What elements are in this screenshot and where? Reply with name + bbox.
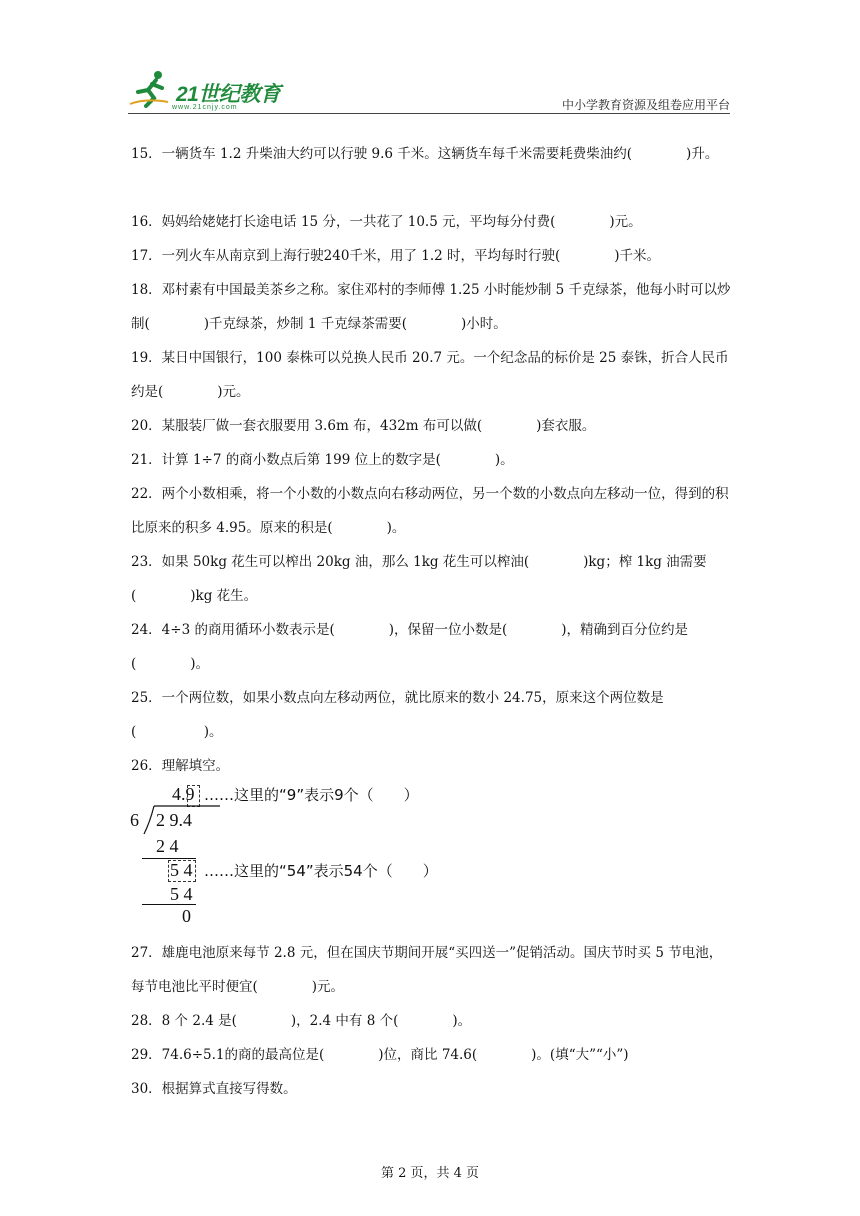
question-25: 25．一个两位数，如果小数点向左移动两位，就比原来的数小 24.75，原来这个两位数是( )。 — [131, 690, 664, 740]
question-24: 24．4÷3 的商用循环小数表示是( )，保留一位小数是( )，精确到百分位约是( )。 — [131, 622, 689, 672]
question-20: 20．某服装厂做一套衣服要用 3.6m 布，432m 布可以做( )套衣服。 — [131, 418, 596, 434]
note-54: ……这里的“54”表示54个（ ） — [204, 862, 438, 880]
question-29: 29．74.6÷5.1的商的最高位是( )位，商比 74.6( )。(填“大”“小”) — [131, 1047, 629, 1063]
page-header — [128, 64, 730, 114]
question-17: 17．一列火车从南京到上海行驶240千米，用了 1.2 时，平均每时行驶( )千米。 — [131, 248, 661, 264]
remainder: 0 — [182, 906, 191, 926]
partial-dividend-box — [168, 860, 196, 882]
logo-url: www.21cnjy.com — [172, 104, 238, 111]
runner-logo-icon — [128, 70, 176, 110]
note-9: ……这里的“9”表示9个（ ） — [204, 786, 419, 804]
question-28: 28．8 个 2.4 是( )，2.4 中有 8 个( )。 — [131, 1013, 472, 1029]
question-27: 27．雄鹿电池原来每节 2.8 元，但在国庆节期间开展“买四送一”促销活动。国庆节时买 5 节电池，每节电池比平时便宜( )元。 — [131, 945, 723, 995]
logo — [128, 70, 308, 114]
dividend: 2 9.4 — [156, 810, 192, 830]
quotient: 4.9 — [172, 784, 195, 804]
product-step-2: 5 4 — [170, 884, 193, 904]
question-22: 22．两个小数相乘，将一个小数的小数点向右移动两位，另一个数的小数点向左移动一位，得到的积比原来的积多 4.95。原来的积是( )。 — [131, 486, 729, 536]
question-23: 23．如果 50kg 花生可以榨出 20kg 油，那么 1kg 花生可以榨油( )kg；榨 1kg 油需要( )kg 花生。 — [131, 554, 707, 604]
question-19: 19．某日中国银行，100 泰株可以兑换人民币 20.7 元。一个纪念品的标价是 25 泰铢，折合人民币约是( )元。 — [131, 350, 729, 400]
long-division-figure — [128, 780, 488, 930]
product-step-1: 2 4 — [156, 836, 179, 856]
division-line-2 — [142, 904, 196, 905]
question-21: 21．计算 1÷7 的商小数点后第 199 位上的数字是( )。 — [131, 452, 514, 468]
question-30: 30．根据算式直接写得数。 — [131, 1081, 297, 1097]
platform-title: 中小学教育资源及组卷应用平台 — [561, 98, 730, 112]
page-number: 第 2 页，共 4 页 — [380, 1166, 480, 1181]
question-18: 18．邓村素有中国最美茶乡之称。家住邓村的李师傅 1.25 小时能炒制 5 千克绿茶，他每小时可以炒制( )千克绿茶，炒制 1 千克绿茶需要( )小时。 — [131, 282, 731, 332]
question-15: 15．一辆货车 1.2 升柴油大约可以行驶 9.6 千米。这辆货车每千米需要耗费柴油约( )升。 — [131, 146, 719, 162]
question-16: 16．妈妈给姥姥打长途电话 15 分，一共花了 10.5 元，平均每分付费( )元。 — [131, 214, 642, 230]
division-line-1 — [142, 858, 196, 859]
question-26: 26．理解填空。 — [131, 758, 230, 774]
logo-text: 21世纪教育 — [176, 83, 281, 106]
divisor: 6 — [130, 810, 139, 830]
partial-dividend: 5 4 — [170, 860, 193, 880]
header-divider — [128, 113, 730, 114]
